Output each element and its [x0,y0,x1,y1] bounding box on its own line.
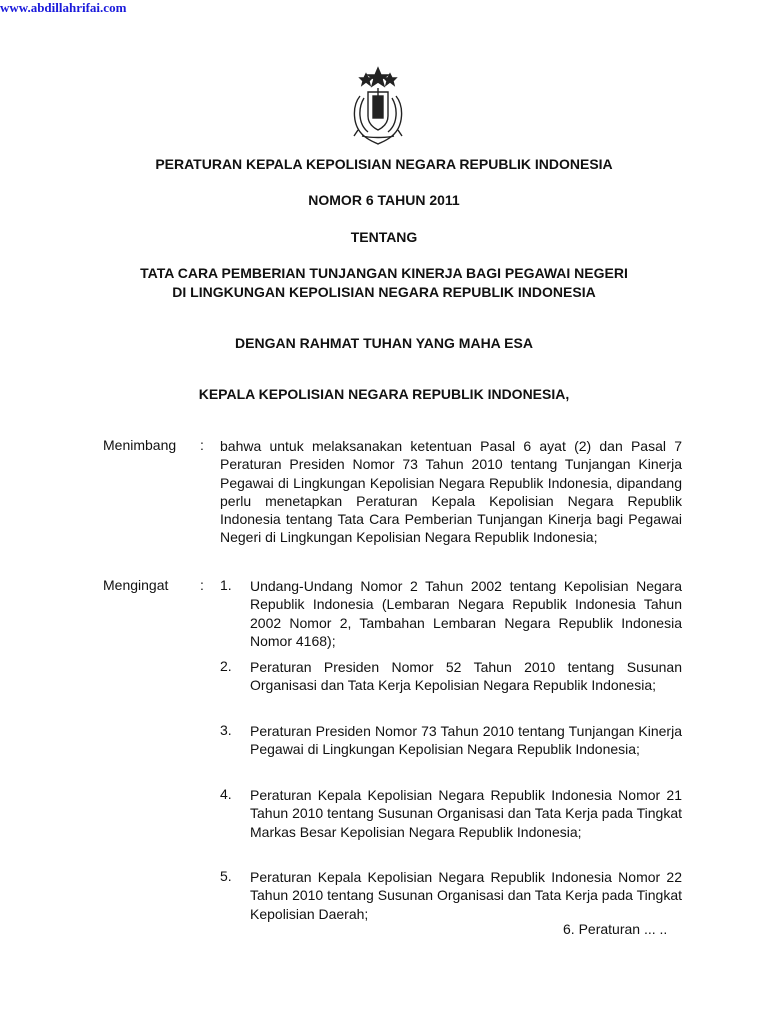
watermark-link[interactable]: www.abdillahrifai.com [0,0,127,15]
mengingat-item-2-number: 2. [220,658,232,674]
document-title: PERATURAN KEPALA KEPOLISIAN NEGARA REPUBLIK INDONESIA [155,156,613,172]
blessing-heading: DENGAN RAHMAT TUHAN YANG MAHA ESA [235,335,533,351]
subject-line-2: DI LINGKUNGAN KEPOLISIAN NEGARA REPUBLIK INDONESIA [172,284,596,300]
mengingat-item-1-text: Undang-Undang Nomor 2 Tahun 2002 tentang Kepolisian Negara Republik Indonesia (Lembaran Negara Republik Indonesia Tahun 2002 Nomor 2, Tambahan Lembaran Negara Republik Indonesia Nomor 4168); [250,578,682,649]
tentang-heading: TENTANG [350,229,418,245]
subject-line-1: TATA CARA PEMBERIAN TUNJANGAN KINERJA BAGI PEGAWAI NEGERI [140,265,628,281]
menimbang-colon: : [200,437,204,453]
document-number: NOMOR 6 TAHUN 2011 [308,192,460,208]
continuation-text: 6. Peraturan ... .. [563,921,668,937]
menimbang-text: bahwa untuk melaksanakan ketentuan Pasal 6 ayat (2) dan Pasal 7 Peraturan Presiden Nomor 73 Tahun 2010 tentang Tunjangan Kinerja Pegawai di Lingkungan Kepolisian Negara Republik Indonesia, dipandang perlu menetapkan Peraturan Kepala Kepolisian Negara Republik Indonesia tentang Tata Cara Pemberian Tunjangan Kinerja bagi Pegawai Negeri di Lingkungan Kepolisian Negara Republik Indonesia; [220,438,682,546]
mengingat-item-1-number: 1. [220,577,232,593]
mengingat-item-3-number: 3. [220,722,232,738]
mengingat-item-2-text: Peraturan Presiden Nomor 52 Tahun 2010 tentang Susunan Organisasi dan Tata Kerja Kepolisian Negara Republik Indonesia; [250,659,682,694]
mengingat-item-4-text: Peraturan Kepala Kepolisian Negara Republik Indonesia Nomor 21 Tahun 2010 tentang Susunan Organisasi dan Tata Kerja pada Tingkat Markas Besar Kepolisian Negara Republik Indonesia; [250,787,682,840]
mengingat-item-3-text: Peraturan Presiden Nomor 73 Tahun 2010 tentang Tunjangan Kinerja Pegawai di Lingkungan Kepolisian Negara Republik Indonesia; [250,723,682,758]
mengingat-colon: : [200,577,204,593]
mengingat-item-5-number: 5. [220,868,232,884]
menimbang-label: Menimbang [103,437,177,453]
mengingat-label: Mengingat [103,577,169,593]
police-emblem-icon [348,66,408,146]
mengingat-item-4-number: 4. [220,786,232,802]
authority-heading: KEPALA KEPOLISIAN NEGARA REPUBLIK INDONESIA, [198,386,570,402]
mengingat-item-5-text: Peraturan Kepala Kepolisian Negara Republik Indonesia Nomor 22 Tahun 2010 tentang Susunan Organisasi dan Tata Kerja pada Tingkat Kepolisian Daerah; [250,869,682,922]
